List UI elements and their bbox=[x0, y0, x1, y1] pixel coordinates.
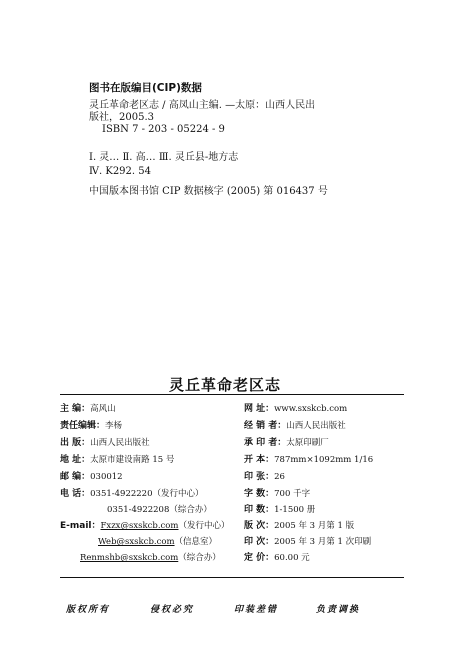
address-label: 地 址： bbox=[60, 455, 91, 465]
cip-classification: Ⅳ. K292. 54 bbox=[89, 166, 151, 177]
resp-editor-value: 李杨 bbox=[105, 421, 123, 431]
format-row bbox=[244, 455, 373, 466]
edition-label: 版 次： bbox=[244, 521, 275, 531]
sheets-value: 26 bbox=[274, 472, 285, 482]
price-value: 60.00 元 bbox=[274, 553, 310, 563]
word-count-value: 700 千字 bbox=[274, 489, 311, 499]
email-1[interactable]: Fxzx@sxskcb.com（发行中心） bbox=[100, 521, 230, 531]
sheets-row bbox=[244, 472, 285, 483]
printing-value: 2005 年 3 月第 1 次印刷 bbox=[274, 537, 372, 547]
zip-value: 030012 bbox=[90, 472, 123, 482]
address-row bbox=[60, 455, 174, 466]
publisher-value: 山西人民出版社 bbox=[90, 438, 150, 448]
resp-editor-row bbox=[60, 421, 122, 432]
footer-exchange: 负责调换 bbox=[316, 605, 361, 615]
footer-misprint: 印装差错 bbox=[234, 605, 279, 615]
editor-row bbox=[60, 404, 116, 415]
zip-row bbox=[60, 472, 123, 483]
footer-copyright: 版权所有 bbox=[66, 605, 111, 615]
top-rule bbox=[60, 394, 404, 395]
printer-value: 太原印刷厂 bbox=[286, 438, 329, 448]
footer-infringement: 侵权必究 bbox=[150, 605, 195, 615]
publisher-label: 出 版： bbox=[60, 438, 91, 448]
sheets-label: 印 张： bbox=[244, 472, 275, 482]
copies-label: 印 数： bbox=[244, 505, 275, 515]
price-label: 定 价： bbox=[244, 553, 275, 563]
cip-subject: Ⅰ. 灵… Ⅱ. 高… Ⅲ. 灵丘县-地方志 bbox=[89, 152, 239, 163]
seller-row bbox=[244, 421, 346, 432]
printer-label: 承 印 者： bbox=[244, 438, 287, 448]
seller-label: 经 销 者： bbox=[244, 421, 287, 431]
seller-value: 山西人民出版社 bbox=[286, 421, 346, 431]
cip-heading: 图书在版编目(CIP)数据 bbox=[89, 82, 202, 94]
printing-label: 印 次： bbox=[244, 537, 275, 547]
cip-verification: 中国版本图书馆 CIP 数据核字 (2005) 第 016437 号 bbox=[89, 186, 328, 197]
editor-value: 高风山 bbox=[90, 404, 116, 414]
edition-value: 2005 年 3 月第 1 版 bbox=[274, 521, 355, 531]
price-row bbox=[244, 553, 310, 564]
website-row bbox=[244, 404, 347, 415]
book-title: 灵丘革命老区志 bbox=[168, 376, 281, 394]
email-row bbox=[60, 521, 230, 532]
word-count-row bbox=[244, 489, 310, 500]
copies-row bbox=[244, 505, 315, 516]
format-value: 787mm×1092mm 1/16 bbox=[274, 455, 374, 465]
email-2[interactable]: Web@sxskcb.com（信息室） bbox=[98, 537, 218, 547]
address-value: 太原市建设南路 15 号 bbox=[90, 455, 175, 465]
phone-row bbox=[60, 489, 204, 500]
word-count-label: 字 数： bbox=[244, 489, 275, 499]
phone-label: 电 话： bbox=[60, 489, 91, 499]
cip-isbn: ISBN 7 - 203 - 05224 - 9 bbox=[102, 124, 225, 135]
editor-label: 主 编： bbox=[60, 404, 91, 414]
website-value[interactable]: www.sxskcb.com bbox=[274, 404, 348, 414]
printing-row bbox=[244, 537, 371, 548]
resp-editor-label: 责任编辑： bbox=[60, 421, 106, 431]
email-label: E-mail： bbox=[60, 521, 101, 531]
edition-row bbox=[244, 521, 354, 532]
printer-row bbox=[244, 438, 329, 449]
phone-2: 0351-4922208（综合办） bbox=[107, 505, 212, 515]
zip-label: 邮 编： bbox=[60, 472, 91, 482]
bottom-rule bbox=[60, 577, 404, 578]
copies-value: 1-1500 册 bbox=[274, 505, 316, 515]
email-3[interactable]: Renmshb@sxskcb.com（综合办） bbox=[80, 553, 221, 563]
phone-1: 0351-4922220（发行中心） bbox=[90, 489, 204, 499]
cip-line-2: 版社，2005.3 bbox=[89, 112, 154, 123]
website-label: 网 址： bbox=[244, 404, 275, 414]
publisher-row bbox=[60, 438, 150, 449]
cip-line-1: 灵丘革命老区志 / 高凤山主编. —太原：山西人民出 bbox=[89, 100, 316, 111]
format-label: 开 本： bbox=[244, 455, 275, 465]
